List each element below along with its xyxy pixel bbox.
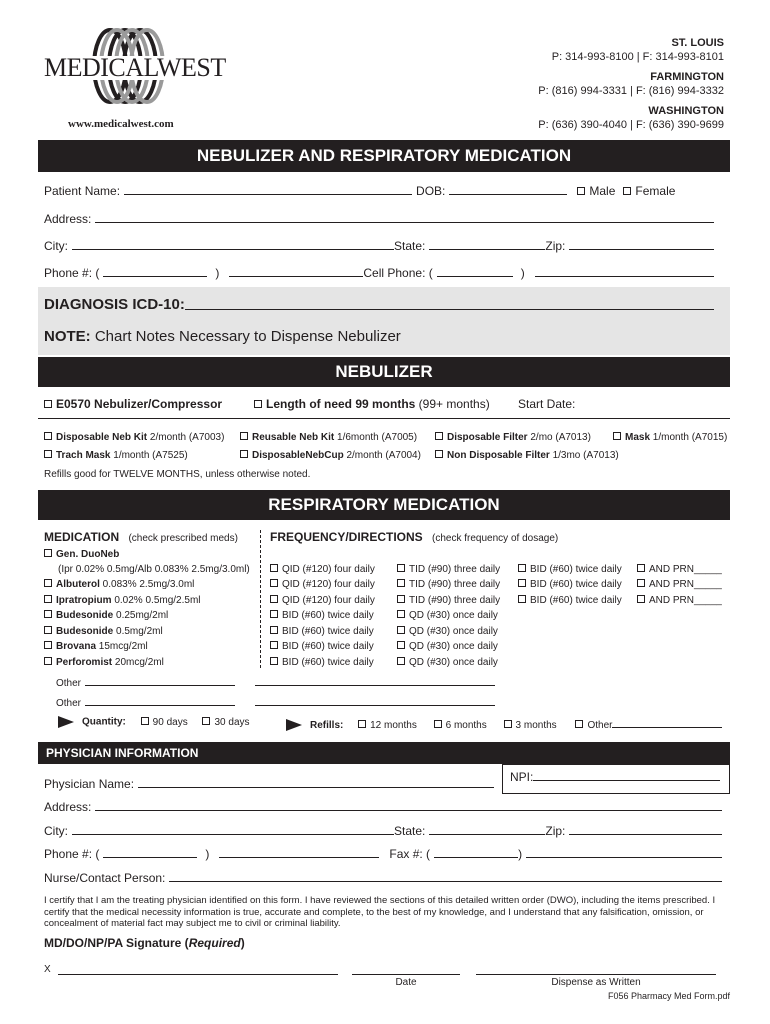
address-field[interactable] bbox=[95, 222, 714, 223]
med-checkbox[interactable] bbox=[44, 641, 52, 649]
freq-option bbox=[397, 626, 498, 637]
freq-option bbox=[270, 564, 375, 575]
refills-note: Refills good for TWELVE MONTHS, unless otherwise noted. bbox=[44, 469, 311, 480]
nurse-contact-field[interactable] bbox=[169, 881, 722, 882]
med-name: Albuterol bbox=[56, 579, 100, 590]
dispense-label: Dispense as Written bbox=[551, 977, 641, 988]
diagnosis-field[interactable] bbox=[185, 309, 714, 310]
freq-checkbox[interactable] bbox=[397, 657, 405, 665]
med-checkbox[interactable] bbox=[44, 657, 52, 665]
med-detail: 20mcg/2ml bbox=[112, 657, 164, 668]
female-label: Female bbox=[635, 184, 676, 198]
physician-zip-label: Zip: bbox=[545, 824, 566, 838]
freq-checkbox[interactable] bbox=[270, 595, 278, 603]
phone-area-field[interactable] bbox=[103, 276, 207, 277]
freq-label: TID (#90) three daily bbox=[409, 595, 501, 606]
other-freq-field[interactable] bbox=[255, 705, 495, 706]
freq-checkbox[interactable] bbox=[518, 579, 526, 587]
supply-name: Mask bbox=[625, 432, 651, 443]
med-name: Perforomist bbox=[56, 657, 113, 668]
freq-option bbox=[397, 641, 498, 652]
cell-area-field[interactable] bbox=[437, 276, 513, 277]
note-text: Chart Notes Necessary to Dispense Nebulizer bbox=[90, 328, 401, 345]
freq-checkbox[interactable] bbox=[270, 564, 278, 572]
med-detail: 0.02% 0.5mg/2.5ml bbox=[111, 595, 201, 606]
med-name: Gen. DuoNeb bbox=[56, 549, 120, 560]
location-farmington bbox=[538, 70, 724, 98]
med-checkbox[interactable] bbox=[44, 610, 52, 618]
supply-detail: 2/month (A7004) bbox=[343, 450, 421, 461]
freq-label: BID (#60) twice daily bbox=[282, 641, 374, 652]
fax-number-field[interactable] bbox=[526, 857, 722, 858]
other-freq-field[interactable] bbox=[255, 685, 495, 686]
freq-label: QD (#30) once daily bbox=[409, 641, 498, 652]
med-duoneb-detail: (Ipr 0.02% 0.5mg/Alb 0.083% 2.5mg/3.0ml) bbox=[58, 564, 250, 575]
freq-checkbox[interactable] bbox=[270, 657, 278, 665]
med-brovana bbox=[44, 641, 148, 652]
supply-name: Reusable Neb Kit bbox=[252, 432, 335, 443]
freq-checkbox[interactable] bbox=[637, 595, 645, 603]
physician-phone-close: ) bbox=[205, 847, 210, 861]
freq-option bbox=[637, 564, 722, 575]
supply-checkbox[interactable] bbox=[613, 432, 621, 440]
refills-other-field[interactable] bbox=[612, 716, 722, 728]
patient-name-field[interactable] bbox=[124, 194, 412, 195]
freq-option bbox=[397, 564, 500, 575]
freq-checkbox[interactable] bbox=[637, 564, 645, 572]
freq-label: QD (#30) once daily bbox=[409, 626, 498, 637]
freq-label: BID (#60) twice daily bbox=[530, 579, 622, 590]
cell-number-field[interactable] bbox=[535, 276, 714, 277]
med-checkbox[interactable] bbox=[44, 549, 52, 557]
other-med-field[interactable] bbox=[85, 705, 235, 706]
form-title: NEBULIZER AND RESPIRATORY MEDICATION bbox=[38, 140, 730, 172]
medication-hint: (check prescribed meds) bbox=[128, 533, 238, 544]
fax-area-field[interactable] bbox=[434, 857, 518, 858]
freq-label: AND PRN_____ bbox=[649, 579, 722, 590]
med-checkbox[interactable] bbox=[44, 595, 52, 603]
date-label: Date bbox=[395, 977, 417, 988]
physician-name-label: Physician Name: bbox=[44, 777, 135, 791]
npi-label: NPI: bbox=[510, 770, 534, 784]
freq-label: BID (#60) twice daily bbox=[530, 595, 622, 606]
physician-phone-area-field[interactable] bbox=[103, 857, 197, 858]
dob-field[interactable] bbox=[449, 194, 567, 195]
physician-phone-number-field[interactable] bbox=[219, 857, 379, 858]
med-perforomist bbox=[44, 657, 164, 668]
freq-option bbox=[397, 579, 500, 590]
supply-name: Trach Mask bbox=[56, 450, 111, 461]
freq-label: AND PRN_____ bbox=[649, 564, 722, 575]
med-budesonide-025 bbox=[44, 610, 168, 621]
city-label: City: bbox=[44, 239, 68, 253]
refills-12-label: 12 months bbox=[370, 720, 417, 731]
freq-checkbox[interactable] bbox=[397, 626, 405, 634]
med-name: Budesonide bbox=[56, 610, 114, 621]
physician-state-label: State: bbox=[394, 824, 426, 838]
freq-checkbox[interactable] bbox=[270, 579, 278, 587]
address-label: Address: bbox=[44, 212, 92, 226]
supply-item bbox=[435, 450, 619, 461]
supply-detail: 1/6month (A7005) bbox=[334, 432, 418, 443]
length-checkbox[interactable] bbox=[254, 400, 262, 408]
supply-item bbox=[240, 432, 417, 443]
signature-field[interactable] bbox=[58, 974, 338, 975]
state-label: State: bbox=[394, 239, 426, 253]
phone-label: Phone #: ( bbox=[44, 266, 100, 280]
freq-checkbox[interactable] bbox=[637, 579, 645, 587]
location-name: FARMINGTON bbox=[650, 71, 724, 83]
supply-checkbox[interactable] bbox=[240, 450, 248, 458]
med-budesonide-05 bbox=[44, 626, 163, 637]
start-date-label: Start Date: bbox=[518, 397, 576, 411]
freq-checkbox[interactable] bbox=[270, 610, 278, 618]
freq-option bbox=[637, 579, 722, 590]
med-duoneb bbox=[44, 549, 119, 560]
freq-label: QID (#120) four daily bbox=[282, 564, 375, 575]
other-label: Other bbox=[56, 678, 82, 689]
male-label: Male bbox=[589, 184, 616, 198]
logo-wordmark: MEDICALWEST bbox=[44, 53, 226, 82]
location-name: WASHINGTON bbox=[648, 105, 724, 117]
supply-detail: 1/3mo (A7013) bbox=[549, 450, 619, 461]
physician-address-field[interactable] bbox=[95, 810, 722, 811]
signature-label: MD/DO/NP/PA Signature ( bbox=[44, 936, 189, 950]
cell-label: Cell Phone: ( bbox=[363, 266, 433, 280]
supply-detail: 1/month (A7525) bbox=[110, 450, 188, 461]
physician-city-field[interactable] bbox=[72, 834, 394, 835]
freq-option bbox=[270, 610, 374, 621]
freq-option bbox=[270, 657, 374, 668]
freq-checkbox[interactable] bbox=[397, 564, 405, 572]
supply-checkbox[interactable] bbox=[44, 450, 52, 458]
physician-state-field[interactable] bbox=[429, 834, 545, 835]
refills-6-label: 6 months bbox=[445, 720, 487, 731]
physician-address-label: Address: bbox=[44, 800, 92, 814]
supply-checkbox[interactable] bbox=[44, 432, 52, 440]
frequency-header bbox=[270, 530, 558, 544]
supply-detail: 2/mo (A7013) bbox=[527, 432, 591, 443]
supply-checkbox[interactable] bbox=[435, 450, 443, 458]
arrow-icon bbox=[58, 716, 74, 728]
freq-option bbox=[397, 610, 498, 621]
medication-header-label: MEDICATION bbox=[44, 530, 120, 544]
freq-label: BID (#60) twice daily bbox=[530, 564, 622, 575]
supply-item bbox=[613, 432, 727, 443]
location-name: ST. LOUIS bbox=[671, 37, 724, 49]
arrow-icon bbox=[286, 719, 302, 731]
female-checkbox[interactable] bbox=[623, 187, 631, 195]
med-detail: 15mcg/2ml bbox=[96, 641, 148, 652]
med-name: Budesonide bbox=[56, 626, 114, 637]
supply-name: DisposableNebCup bbox=[252, 450, 344, 461]
note-bold: NOTE: bbox=[44, 328, 91, 345]
freq-label: TID (#90) three daily bbox=[409, 564, 501, 575]
refills-6-checkbox[interactable] bbox=[434, 720, 442, 728]
freq-checkbox[interactable] bbox=[397, 595, 405, 603]
quantity-row bbox=[58, 716, 250, 728]
supply-checkbox[interactable] bbox=[435, 432, 443, 440]
signature-required: Required bbox=[188, 936, 241, 950]
phone-close: ) bbox=[215, 266, 220, 280]
patient-name-label: Patient Name: bbox=[44, 184, 121, 198]
freq-option bbox=[270, 579, 375, 590]
frequency-header-label: FREQUENCY/DIRECTIONS bbox=[270, 530, 423, 544]
cell-close: ) bbox=[520, 266, 525, 280]
supply-item bbox=[240, 450, 421, 461]
location-phones: P: (636) 390-4040 | F: (636) 390-9699 bbox=[538, 119, 724, 131]
med-name: Brovana bbox=[56, 641, 97, 652]
frequency-hint: (check frequency of dosage) bbox=[432, 533, 559, 544]
signature-heading bbox=[44, 936, 245, 950]
supply-detail: 1/month (A7015) bbox=[650, 432, 728, 443]
divider bbox=[38, 418, 730, 419]
freq-option bbox=[397, 657, 498, 668]
location-washington bbox=[538, 104, 724, 132]
freq-label: BID (#60) twice daily bbox=[282, 626, 374, 637]
e0570-checkbox[interactable] bbox=[44, 400, 52, 408]
supply-name: Disposable Neb Kit bbox=[56, 432, 148, 443]
freq-label: QD (#30) once daily bbox=[409, 657, 498, 668]
refills-3-label: 3 months bbox=[515, 720, 557, 731]
quantity-label: Quantity: bbox=[82, 716, 126, 728]
med-albuterol bbox=[44, 579, 194, 590]
supply-name: Non Disposable Filter bbox=[447, 450, 550, 461]
male-checkbox[interactable] bbox=[577, 187, 585, 195]
freq-option bbox=[270, 626, 374, 637]
length-text: (99+ months) bbox=[415, 397, 490, 411]
refills-other-checkbox[interactable] bbox=[575, 720, 583, 728]
fax-label: Fax #: ( bbox=[389, 847, 431, 861]
nurse-contact-label: Nurse/Contact Person: bbox=[44, 871, 166, 885]
freq-checkbox[interactable] bbox=[397, 641, 405, 649]
length-bold: Length of need 99 months bbox=[266, 397, 416, 411]
phone-number-field[interactable] bbox=[229, 276, 363, 277]
location-phones: P: (816) 994-3331 | F: (816) 994-3332 bbox=[538, 85, 724, 97]
column-divider bbox=[260, 530, 261, 668]
freq-option bbox=[270, 595, 375, 606]
physician-heading: PHYSICIAN INFORMATION bbox=[38, 742, 730, 764]
quantity-30-checkbox[interactable] bbox=[202, 717, 210, 725]
supply-item bbox=[44, 432, 224, 443]
freq-checkbox[interactable] bbox=[270, 626, 278, 634]
physician-zip-field[interactable] bbox=[569, 834, 722, 835]
respiratory-heading: RESPIRATORY MEDICATION bbox=[38, 490, 730, 520]
supply-name: Disposable Filter bbox=[447, 432, 528, 443]
freq-option bbox=[518, 579, 622, 590]
physician-name-field[interactable] bbox=[138, 787, 494, 788]
refills-12-checkbox[interactable] bbox=[358, 720, 366, 728]
other-label: Other bbox=[56, 698, 82, 709]
med-ipratropium bbox=[44, 595, 201, 606]
freq-checkbox[interactable] bbox=[270, 641, 278, 649]
certification-text: I certify that I am the treating physician identified on this form. I have reviewed the sections of this detailed written order (DWO), including the items prescribed. I certify that the medical necessity information is true, accurate and complete, to the best of my knowledge, and I understand that any falsification, omission, or concealment of material fact may subject me to civil or criminal liability. bbox=[44, 895, 716, 929]
refills-3-checkbox[interactable] bbox=[504, 720, 512, 728]
med-detail: 0.083% 2.5mg/3.0ml bbox=[99, 579, 195, 590]
diagnosis-label: DIAGNOSIS ICD-10: bbox=[44, 296, 185, 313]
refills-label: Refills: bbox=[310, 720, 344, 731]
state-field[interactable] bbox=[429, 249, 545, 250]
freq-label: QID (#120) four daily bbox=[282, 595, 375, 606]
supply-detail: 2/month (A7003) bbox=[147, 432, 225, 443]
quantity-90-label: 90 days bbox=[152, 716, 188, 728]
freq-option bbox=[637, 595, 722, 606]
refills-other-label: Other bbox=[587, 720, 613, 731]
freq-option bbox=[518, 564, 622, 575]
dob-label: DOB: bbox=[416, 184, 446, 198]
med-name: Ipratropium bbox=[56, 595, 112, 606]
supply-item bbox=[44, 450, 188, 461]
city-field[interactable] bbox=[72, 249, 394, 250]
e0570-label: E0570 Nebulizer/Compressor bbox=[56, 397, 223, 411]
supply-item bbox=[435, 432, 591, 443]
freq-checkbox[interactable] bbox=[518, 595, 526, 603]
freq-option bbox=[270, 641, 374, 652]
freq-label: BID (#60) twice daily bbox=[282, 657, 374, 668]
med-detail: 0.5mg/2ml bbox=[113, 626, 163, 637]
signature-x: X bbox=[44, 964, 51, 975]
supply-checkbox[interactable] bbox=[240, 432, 248, 440]
freq-label: QD (#30) once daily bbox=[409, 610, 498, 621]
fax-close: ) bbox=[518, 847, 523, 861]
website: www.medicalwest.com bbox=[68, 118, 174, 130]
freq-label: AND PRN_____ bbox=[649, 595, 722, 606]
med-detail: 0.25mg/2ml bbox=[113, 610, 169, 621]
freq-label: TID (#90) three daily bbox=[409, 579, 501, 590]
med-checkbox[interactable] bbox=[44, 579, 52, 587]
med-checkbox[interactable] bbox=[44, 626, 52, 634]
location-st-louis bbox=[552, 36, 724, 64]
freq-option bbox=[397, 595, 500, 606]
diagnosis-note bbox=[44, 328, 401, 345]
physician-phone-label: Phone #: ( bbox=[44, 847, 100, 861]
quantity-30-label: 30 days bbox=[214, 716, 250, 728]
freq-checkbox[interactable] bbox=[397, 610, 405, 618]
length-of-need bbox=[254, 397, 490, 411]
signature-close: ) bbox=[240, 936, 245, 950]
location-phones: P: 314-993-8100 | F: 314-993-8101 bbox=[551, 51, 724, 63]
other-med-field[interactable] bbox=[85, 685, 235, 686]
nebulizer-heading: NEBULIZER bbox=[38, 357, 730, 387]
freq-option bbox=[518, 595, 622, 606]
physician-city-label: City: bbox=[44, 824, 68, 838]
npi-field[interactable] bbox=[533, 780, 720, 781]
zip-label: Zip: bbox=[545, 239, 566, 253]
refills-row bbox=[286, 716, 722, 731]
freq-label: BID (#60) twice daily bbox=[282, 610, 374, 621]
freq-checkbox[interactable] bbox=[518, 564, 526, 572]
quantity-90-checkbox[interactable] bbox=[141, 717, 149, 725]
date-field[interactable] bbox=[352, 974, 460, 975]
dispense-field[interactable] bbox=[476, 974, 716, 975]
form-id: F056 Pharmacy Med Form.pdf bbox=[607, 991, 730, 1001]
medication-header bbox=[44, 530, 238, 544]
nebulizer-item bbox=[44, 397, 222, 411]
freq-label: QID (#120) four daily bbox=[282, 579, 375, 590]
freq-checkbox[interactable] bbox=[397, 579, 405, 587]
zip-field[interactable] bbox=[569, 249, 714, 250]
